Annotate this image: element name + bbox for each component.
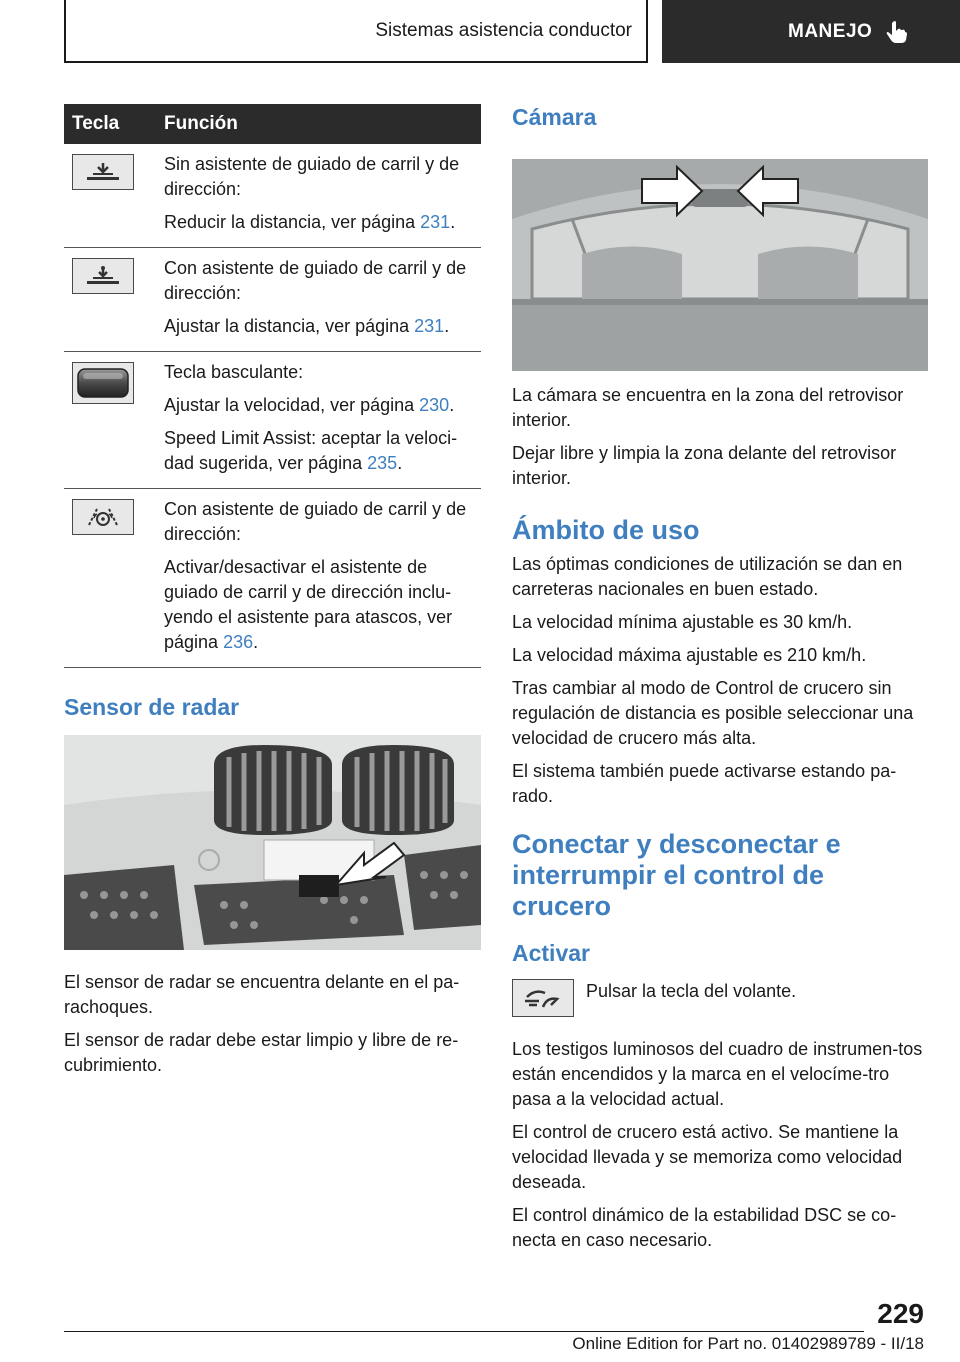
table-header-function: Función [164, 104, 481, 144]
key-function-table [64, 104, 481, 668]
cruise-control-icon [512, 979, 574, 1017]
table-row: Con asistente de guiado de carril y de dirección: Activar/desactivar el asistente de guiado de carril y de dirección inclu‐yendo el asistente para atascos, ver página 236. [64, 489, 481, 668]
function-text: Con asistente de guiado de carril y de dirección: [164, 499, 467, 544]
header-section-tab [64, 0, 648, 63]
scope-paragraph-5: El sistema también puede activarse estando pa‐rado. [512, 761, 897, 806]
camera-section-title: Cámara [512, 104, 597, 130]
table-row: Con asistente de guiado de carril y de dirección: Ajustar la distancia, ver página 231. [64, 248, 481, 352]
footer-divider [64, 1331, 864, 1332]
cruise-key-text: Pulsar la tecla del volante. [586, 981, 797, 1001]
hand-pointer-icon [886, 20, 908, 44]
scope-section-title: Ámbito de uso [512, 515, 700, 545]
header-chapter-label: MANEJO [788, 20, 873, 42]
radar-section-title: Sensor de radar [64, 694, 240, 720]
edition-text: Online Edition for Part no. 01402989789 - II/18 [572, 1334, 924, 1353]
function-text: Ajustar la velocidad, ver página [164, 395, 420, 415]
scope-paragraph-3: La velocidad máxima ajustable es 210 km/h. [512, 645, 867, 665]
page-link[interactable]: 231 [414, 316, 445, 336]
connect-paragraph-3: El control dinámico de la estabilidad DSC se co‐necta en caso necesario. [512, 1205, 897, 1250]
cruise-key-row [512, 979, 930, 1017]
header-chapter-tab [662, 0, 960, 63]
scope-paragraph-1: Las óptimas condiciones de utilización se dan en carreteras nacionales en buen estado. [512, 554, 903, 599]
table-row: Tecla basculante: Ajustar la velocidad, ver página 230. Speed Limit Assist: aceptar la veloci‐dad sugerida, ver página 235. [64, 352, 481, 489]
page-link[interactable]: 230 [419, 395, 450, 415]
function-text: Activar/desactivar el asistente de guiado de carril y de dirección inclu‐yendo el asistente para atascos, ver página [164, 557, 453, 652]
radar-sensor-photo [64, 735, 481, 950]
function-text: Reducir la distancia, ver página [164, 212, 421, 232]
steering-assistant-icon [72, 499, 134, 535]
function-text: Speed Limit Assist: aceptar la veloci‐dad sugerida, ver página [164, 428, 458, 473]
rocker-switch-icon [72, 362, 134, 404]
page-link[interactable]: 235 [367, 453, 398, 473]
header-section-title: Sistemas asistencia conductor [375, 19, 632, 41]
connect-section-title: Conectar y desconectar e interrumpir el control de crucero [512, 829, 841, 921]
left-column [64, 104, 481, 1086]
page-link[interactable]: 236 [223, 632, 254, 652]
scope-paragraph-2: La velocidad mínima ajustable es 30 km/h. [512, 612, 853, 632]
radar-paragraph-2: El sensor de radar debe estar limpio y libre de re‐cubrimiento. [64, 1030, 459, 1075]
table-row: Sin asistente de guiado de carril y de dirección: Reducir la distancia, ver página 231. [64, 144, 481, 248]
table-header-key: Tecla [64, 104, 164, 144]
function-text: Ajustar la distancia, ver página [164, 316, 415, 336]
camera-paragraph-1: La cámara se encuentra en la zona del retrovisor interior. [512, 385, 904, 430]
function-text: Tecla basculante: [164, 362, 304, 382]
connect-paragraph-1: Los testigos luminosos del cuadro de instrumen‐tos están encendidos y la marca en el velocíme‐tro pasa a la velocidad actual. [512, 1039, 923, 1109]
camera-paragraph-2: Dejar libre y limpia la zona delante del retrovisor interior. [512, 443, 897, 488]
page-number: 229 [877, 1298, 924, 1329]
radar-paragraph-1: El sensor de radar se encuentra delante en el pa‐rachoques. [64, 972, 460, 1017]
distance-decrease-icon [72, 154, 134, 190]
scope-paragraph-4: Tras cambiar al modo de Control de crucero sin regulación de distancia es posible seleccionar una velocidad de crucero más alta. [512, 678, 914, 748]
distance-adjust-icon [72, 258, 134, 294]
right-column [512, 100, 930, 1261]
connect-paragraph-2: El control de crucero está activo. Se mantiene la velocidad llevada y se memoriza como velocidad deseada. [512, 1122, 903, 1192]
camera-photo [512, 159, 928, 371]
function-text: Sin asistente de guiado de carril y de dirección: [164, 154, 460, 199]
activate-subtitle: Activar [512, 940, 590, 966]
function-text: Con asistente de guiado de carril y de dirección: [164, 258, 467, 303]
page-link[interactable]: 231 [420, 212, 451, 232]
